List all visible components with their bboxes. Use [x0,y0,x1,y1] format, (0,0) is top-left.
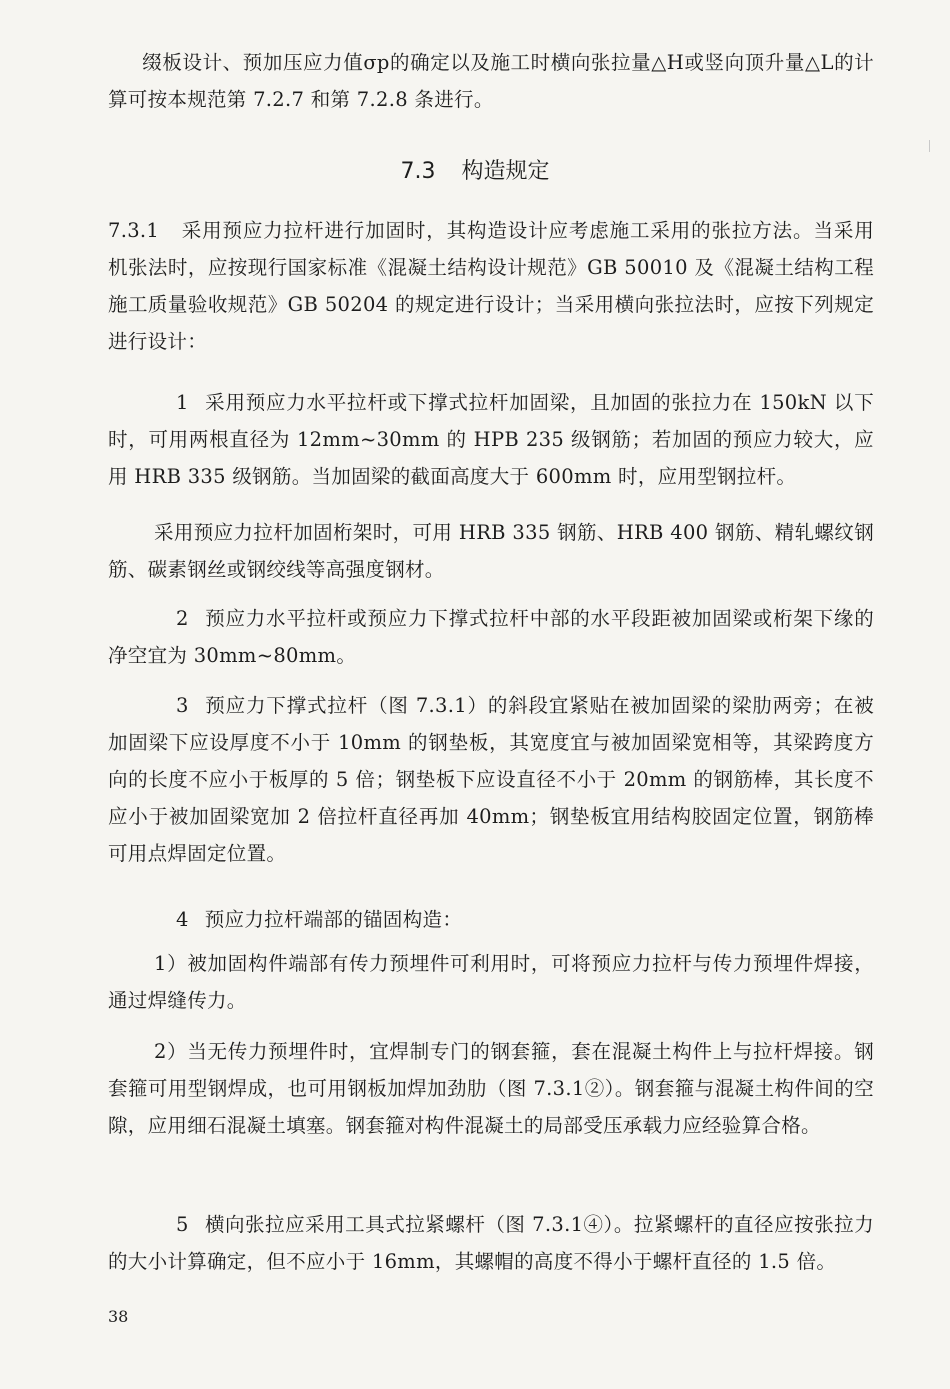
section-number: 7.3 [400,159,436,184]
intro-paragraph [108,44,874,118]
item-4 [108,901,874,938]
item-5-text: 横向张拉应采用工具式拉紧螺杆（图 7.3.1④）。拉紧螺杆的直径应按张拉力的大小计算确定，但不应小于 16mm，其螺帽的高度不得小于螺杆直径的 1.5 倍。 [108,1213,874,1273]
intro-text: 缀板设计、预加压应力值σp的确定以及施工时横向张拉量△H或竖向顶升量△L的计算可按本规范第 7.2.7 和第 7.2.8 条进行。 [108,51,874,111]
item-4-number: 4 [176,908,189,931]
subitem-2-text: 2）当无传力预埋件时，宜焊制专门的钢套箍，套在混凝土构件上与拉杆焊接。钢套箍可用型钢焊成，也可用钢板加焊加劲肋（图 7.3.1②）。钢套箍与混凝土构件间的空隙，应用细石混凝土填塞。钢套箍对构件混凝土的局部受压承载力应经验算合格。 [108,1040,874,1137]
item-4-text: 预应力拉杆端部的锚固构造： [204,908,463,931]
item-2-number: 2 [176,607,189,630]
item-2 [108,600,874,674]
item-1-extra [108,514,874,588]
item-5-number: 5 [176,1213,189,1236]
item-1-number: 1 [176,391,189,414]
item-3 [108,687,874,872]
section-title: 构造规定 [461,159,550,184]
section-heading [0,150,950,194]
page-number: 38 [108,1307,129,1326]
item-1-text: 采用预应力水平拉杆或下撑式拉杆加固梁，且加固的张拉力在 150kN 以下时，可用两根直径为 12mm~30mm 的 HPB 235 级钢筋；若加固的预应力较大，应用 HRB 335 级钢筋。当加固梁的截面高度大于 600mm 时，应用型钢拉杆。 [108,391,874,488]
clause-text: 采用预应力拉杆进行加固时，其构造设计应考虑施工采用的张拉方法。当采用机张法时，应按现行国家标准《混凝土结构设计规范》GB 50010 及《混凝土结构工程施工质量验收规范》GB 50204 的规定进行设计；当采用横向张拉法时，应按下列规定进行设计： [108,219,874,353]
subitem-2 [108,1033,874,1144]
subitem-1 [108,945,874,1019]
item-3-number: 3 [176,694,189,717]
item-3-text: 预应力下撑式拉杆（图 7.3.1）的斜段宜紧贴在被加固梁的梁肋两旁；在被加固梁下应设厚度不小于 10mm 的钢垫板，其宽度宜与被加固梁宽相等，其梁跨度方向的长度不应小于板厚的 5 倍；钢垫板下应设直径不小于 20mm 的钢筋棒，其长度不应小于被加固梁宽加 2 倍拉杆直径再加 40mm；钢垫板宜用结构胶固定位置，钢筋棒可用点焊固定位置。 [108,694,874,865]
scan-edge-mark [919,140,930,152]
subitem-1-text: 1）被加固构件端部有传力预埋件可利用时，可将预应力拉杆与传力预埋件焊接，通过焊缝传力。 [108,952,874,1012]
item-5 [108,1206,874,1280]
item-1 [108,384,874,495]
item-1-extra-text: 采用预应力拉杆加固桁架时，可用 HRB 335 钢筋、HRB 400 钢筋、精轧螺纹钢筋、碳素钢丝或钢绞线等高强度钢材。 [108,521,874,581]
clause-7-3-1 [108,212,874,360]
clause-number: 7.3.1 [108,219,160,242]
item-2-text: 预应力水平拉杆或预应力下撑式拉杆中部的水平段距被加固梁或桁架下缘的净空宜为 30mm~80mm。 [108,607,874,667]
